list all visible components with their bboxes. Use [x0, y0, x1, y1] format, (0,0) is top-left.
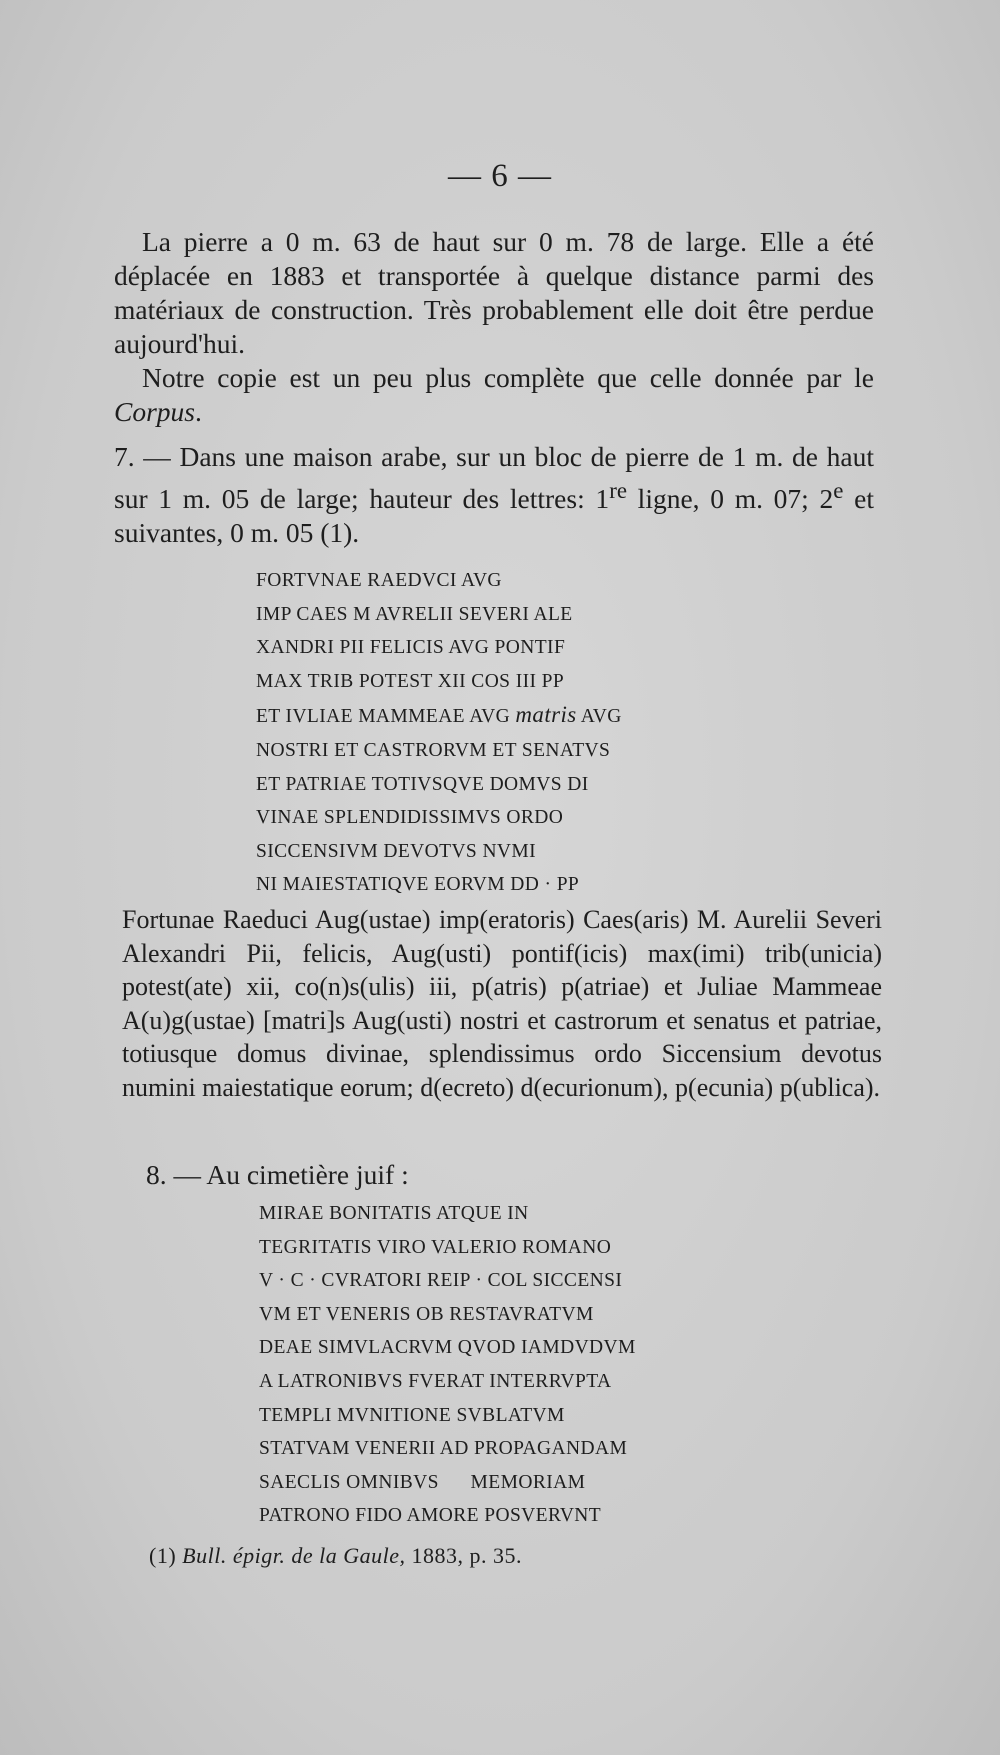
corpus-italic: Corpus — [114, 396, 195, 427]
paragraph-text: Fortunae Raeduci Aug(ustae) imp(eratoris) Caes(aris) M. Aurelii Severi Alexandri Pii, felicis, Aug(usti) pontif(icis) max(imi) trib(unicia) potest(ate) xii, co(n)s(ulis) iii, p(atris) p(atriae) et Juliae Mammeae A(u)g(ustae) [matri]s Aug(usti) nostri et castrorum et senatus et patriae, totiusque domus divinae, splendissimus ordo Siccensium devotus numini maiestatique eorum; d(ecreto) d(ecurionum), p(ecunia) p(ublica). — [122, 905, 882, 1102]
paragraph-item-8 — [146, 1158, 906, 1192]
paragraph-stone-description — [114, 225, 874, 429]
inscription-line: A LATRONIBVS FVERAT INTERRVPTA — [259, 1370, 612, 1392]
superscript: re — [609, 478, 627, 503]
footnote — [149, 1543, 522, 1569]
inscription-line: MIRAE BONITATIS ATQUE IN — [259, 1203, 529, 1224]
inscription-line: DEAE SIMVLACRVM QVOD IAMDVDVM — [259, 1337, 636, 1359]
text-span: ET IVLIAE MAMMEAE AVG — [256, 706, 516, 728]
text-span: AVG — [576, 706, 622, 728]
text-span: et suivantes, 0 m. 05 (1). — [114, 483, 874, 549]
paragraph-text — [114, 440, 874, 550]
text-span: . — [195, 396, 202, 427]
inscription-line — [256, 698, 622, 734]
paragraph-text — [114, 361, 874, 429]
paragraph-text: 8. — Au cimetière juif : — [146, 1159, 409, 1190]
text-span: Notre copie est un peu plus complète que celle donnée par le — [142, 362, 874, 393]
inscription-line: PATRONO FIDO AMORE POSVERVNT — [259, 1505, 602, 1527]
inscription-fortunae — [256, 564, 622, 902]
inscription-line: NOSTRI ET CASTRORVM ET SENATVS — [256, 739, 611, 761]
paragraph-text: La pierre a 0 m. 63 de haut sur 0 m. 78 de large. Elle a été déplacée en 1883 et transportée à quelque distance parmi des matériaux de construction. Très probablement elle doit être perdue aujourd'hui. — [114, 226, 874, 359]
superscript: e — [833, 478, 844, 503]
footnote-text: 1883, p. 35. — [405, 1543, 522, 1568]
text-span: 7. — Dans une maison arabe, sur un bloc de pierre de 1 m. de haut sur 1 m. 05 de large; hauteur des lettres: 1 — [114, 441, 874, 515]
inscription-line: V · C · CVRATORI REIP · COL SICCENSI — [259, 1270, 623, 1292]
inscription-line: FORTVNAE RAEDVCI AVG — [256, 570, 502, 591]
inscription-line: TEGRITATIS VIRO VALERIO ROMANO — [259, 1236, 612, 1258]
footnote-number: (1) — [149, 1543, 183, 1568]
inscription-mirae — [259, 1197, 636, 1533]
inscription-line: MAX TRIB POTEST XII COS III PP — [256, 670, 565, 692]
matris-italic: matris — [515, 702, 577, 728]
paragraph-transcription — [122, 903, 882, 1104]
inscription-line: TEMPLI MVNITIONE SVBLATVM — [259, 1404, 565, 1426]
inscription-line: XANDRI PII FELICIS AVG PONTIF — [256, 637, 566, 659]
inscription-line: VM ET VENERIS OB RESTAVRATVM — [259, 1303, 594, 1325]
footnote-italic: Bull. épigr. de la Gaule, — [182, 1543, 406, 1568]
paragraph-item-7 — [114, 440, 874, 550]
page-number: — 6 — — [448, 158, 552, 194]
inscription-line: IMP CAES M AVRELII SEVERI ALE — [256, 603, 573, 625]
inscription-line: VINAE SPLENDIDISSIMVS ORDO — [256, 807, 564, 829]
inscription-line: STATVAM VENERII AD PROPAGANDAM — [259, 1438, 628, 1460]
inscription-line: SAECLIS OMNIBVS MEMORIAM — [259, 1471, 586, 1493]
inscription-line: NI MAIESTATIQVE EORVM DD · PP — [256, 874, 580, 896]
text-span: ligne, 0 m. 07; 2 — [626, 483, 834, 515]
inscription-line: ET PATRIAE TOTIVSQVE DOMVS DI — [256, 773, 589, 795]
inscription-line: SICCENSIVM DEVOTVS NVMI — [256, 840, 537, 862]
